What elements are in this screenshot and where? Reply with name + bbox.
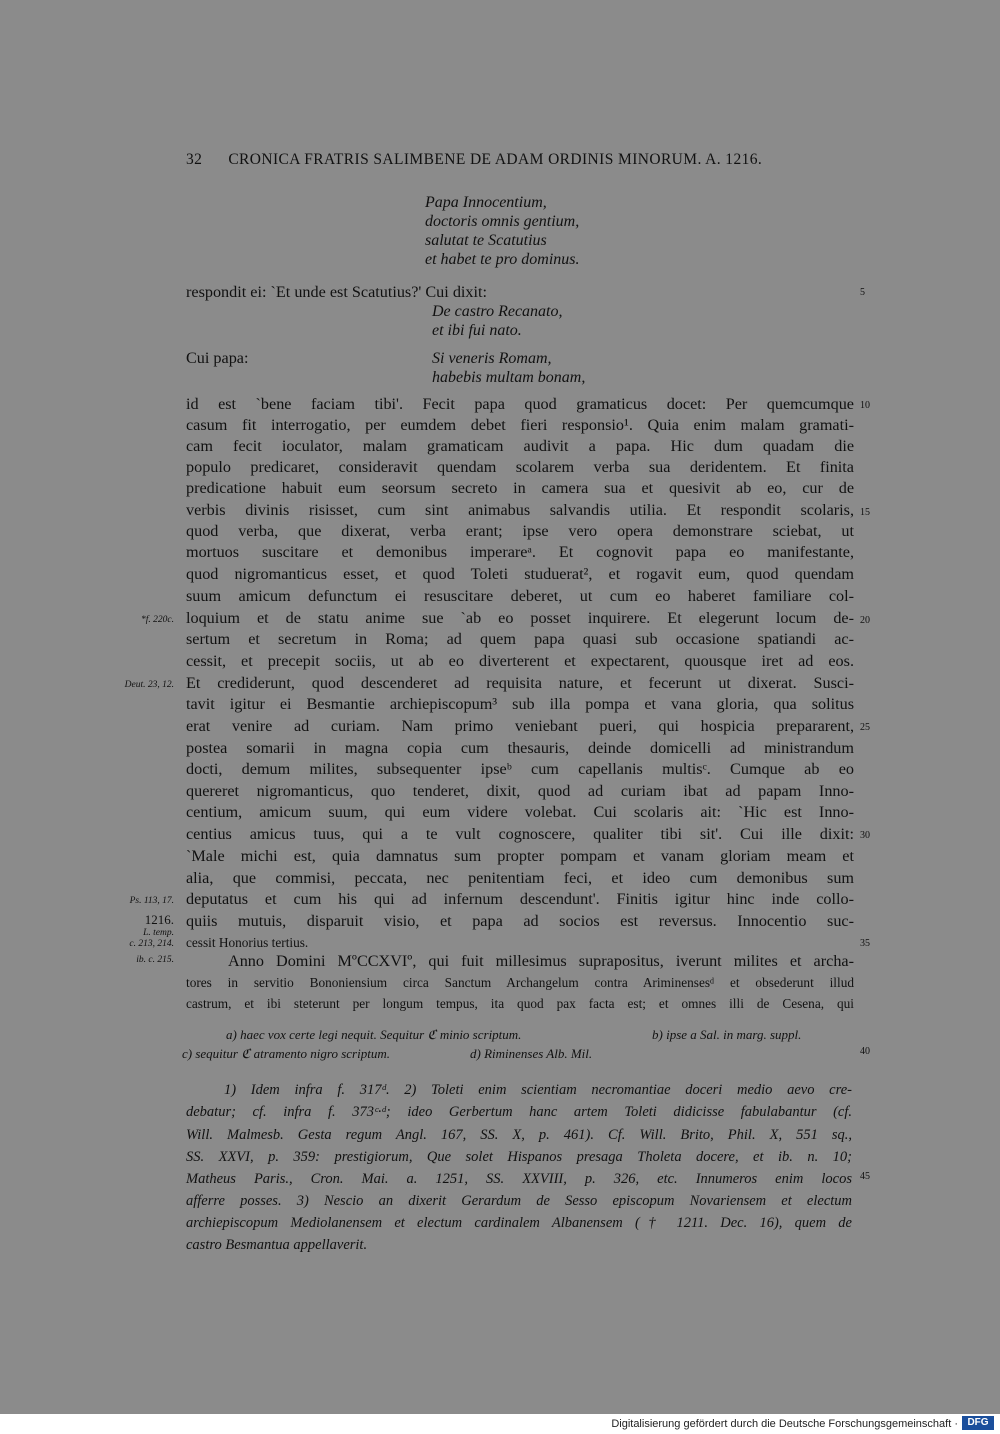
prose-line: loquium et de statu anime sue `ab eo posset inquirere. Et elegerunt locum de- <box>186 609 854 627</box>
line-number: 20 <box>860 615 870 626</box>
footnote-line: 1) Idem infra f. 317ᵈ. 2) Toleti enim scientiam necromantiae doceri medio aevo cre- <box>224 1082 852 1098</box>
page-number: 32 <box>186 151 203 168</box>
prose-line: docti, demum milites, subsequenter ipseᵇ cum capellanis multisᶜ. Cumque ab eo <box>186 760 854 778</box>
prose-line: verbis divinis risisset, cum sint animabus salvandis utilia. Et respondit scolaris, <box>186 501 854 519</box>
footnote-line: Matheus Paris., Cron. Mai. a. 1251, SS. XXVIII, p. 326, etc. Innumeros enim locos <box>186 1171 852 1187</box>
margin-note: ib. c. 215. <box>136 955 174 965</box>
prose-line: suum amicum defunctum ei resuscitare deberet, ut cum eo haberet familiare col- <box>186 587 854 605</box>
prose-line: tores in servitio Bononiensium circa Sanctum Archangelum contra Ariminensesᵈ et obsederunt illud <box>186 975 854 990</box>
verse-block-1 <box>425 193 580 269</box>
line-number: 5 <box>860 287 865 298</box>
prose-line: Anno Domini MºCCXVIº, qui fuit millesimus suprapositus, iverunt milites et archa- <box>228 952 854 970</box>
prose-line: quereret nigromanticus, quo tenderet, dixit, quod ad curiam ibat ad papam Inno- <box>186 782 854 800</box>
footnote-line: Will. Malmesb. Gesta regum Angl. 167, SS. X, p. 461). Cf. Will. Brito, Phil. X, 551 sq., <box>186 1127 852 1143</box>
prose-line: `Male michi est, quia damnatus sum propter pompam et vanam gloriam meam et <box>186 847 854 865</box>
prose-line: tavit igitur ei Besmantie archiepiscopum³ sub illa pompa et vana gloria, qua solitus <box>186 695 854 713</box>
prose-line: quiis mutuis, disparuit visio, et papa ad socios est reversus. Innocentio suc- <box>186 912 854 930</box>
footnote-line: afferre posses. 3) Nescio an dixerit Gerardum de Sesso episcopum Novariensem et electum <box>186 1193 852 1209</box>
footnote-line: castro Besmantua appellaverit. <box>186 1237 368 1253</box>
prose-line: respondit ei: `Et unde est Scatutius?' Cui dixit: <box>186 283 487 301</box>
margin-note: Ps. 113, 17. <box>129 896 174 906</box>
running-title: CRONICA FRATRIS SALIMBENE DE ADAM ORDINIS MINORUM. A. 1216. <box>228 151 763 168</box>
prose-line: cam fecit ioculator, malam gramaticam audivit a papa. Hic dum quadam die <box>186 437 854 455</box>
variant-note: a) haec vox certe legi nequit. Sequitur ℭ minio scriptum. <box>226 1027 522 1042</box>
prose-line: sertum et secretum in Roma; ad quem papa quasi sub occasione spatiandi ac- <box>186 630 854 648</box>
margin-note: Deut. 23, 12. <box>124 680 174 690</box>
variant-note: b) ipse a Sal. in marg. suppl. <box>652 1027 802 1042</box>
footnote-line: archiepiscopum Mediolanensem et electum cardinalem Albanensem († 1211. Dec. 16), quem de <box>186 1215 852 1231</box>
margin-year: 1216. <box>144 912 174 927</box>
prose-line: mortuos suscitare et demonibus imperareᵃ. Et cognovit papa eo manifestante, <box>186 543 854 561</box>
prose-line: erat venire ad curiam. Nam primo veniebant pueri, qui hospicia prepararent, <box>186 717 854 735</box>
prose-line: Et crediderunt, quod descenderet ad requisita nature, et fecerunt ut dixerat. Susci- <box>186 674 854 692</box>
verse-line: De castro Recanato, <box>432 303 563 320</box>
line-number: 35 <box>860 938 870 949</box>
verse-line: et habet te pro dominus. <box>425 251 580 268</box>
prose-line: cessit Honorius tertius. <box>186 935 309 950</box>
line-number: 10 <box>860 400 870 411</box>
line-number: 45 <box>860 1171 870 1182</box>
margin-note: c. 213, 214. <box>129 939 174 949</box>
line-number: 40 <box>860 1046 870 1057</box>
line-number: 15 <box>860 507 870 518</box>
prose-line: alia, que commisi, peccata, nec penitentiam feci, et ideo cum demonibus sum <box>186 869 854 887</box>
prose-line: centius amicus tuus, qui a te vult cognoscere, qualiter tibi sit'. Cui ille dixit: <box>186 825 854 843</box>
dfg-logo: DFG <box>962 1416 994 1430</box>
prose-line: casum fit interrogatio, per eumdem debet fieri responsio¹. Quia enim malam gramati- <box>186 416 854 434</box>
verse-block-2 <box>432 302 562 340</box>
prose-line: quod verba, que dixerat, verba erant; ipse vero opera demonstrare sciebat, ut <box>186 522 854 540</box>
line-number: 30 <box>860 830 870 841</box>
verse-block-3 <box>432 349 585 387</box>
prose-line: quod nigromanticus esset, et quod Toleti studuerat², et rogavit eum, quod quendam <box>186 565 854 583</box>
prose-line: postea somarii in magna copia cum thesauris, deinde domicelli ad ministrandum <box>186 739 854 757</box>
running-header <box>186 151 866 169</box>
prose-line: populo predicaret, consideravit quendam scolarem verba sua deridentem. Et finita <box>186 458 854 476</box>
verse-line: Papa Innocentium, <box>425 194 547 211</box>
prose-line: Cui papa: <box>186 349 249 367</box>
variant-note: c) sequitur ℭ atramento nigro scriptum. <box>182 1046 390 1061</box>
verse-line: habebis multam bonam, <box>432 369 586 386</box>
digitization-credit: Digitalisierung gefördert durch die Deutsche Forschungsgemeinschaft · <box>611 1418 958 1430</box>
verse-line: doctoris omnis gentium, <box>425 213 580 230</box>
prose-line: castrum, et ibi steterunt per longum tempus, ita quod pax facta est; et omnes illi de Cesena, qui <box>186 996 854 1011</box>
margin-note: L. temp. <box>143 928 174 938</box>
prose-line: deputatus et cum his qui ad infernum descendunt'. Finitis igitur hinc inde collo- <box>186 890 854 908</box>
footnote-line: SS. XXVI, p. 359: prestigiorum, Que solet Hispanos presaga Tholeta docere, et ib. n. 10; <box>186 1149 852 1165</box>
variant-note: d) Riminenses Alb. Mil. <box>470 1046 593 1061</box>
prose-line: centium, amicum suum, qui eum videre volebat. Cui scolaris ait: `Hic est Inno- <box>186 803 854 821</box>
verse-line: salutat te Scatutius <box>425 232 547 249</box>
prose-line: id est `bene faciam tibi'. Fecit papa quod gramaticus docet: Per quemcumque <box>186 395 854 413</box>
verse-line: Si veneris Romam, <box>432 350 552 367</box>
line-number: 25 <box>860 722 870 733</box>
verse-line: et ibi fui nato. <box>432 322 522 339</box>
footnote-line: debatur; cf. infra f. 373ᶜ·ᵈ; ideo Gerbertum hanc artem Toleti didicisse fabulabantur (cf. <box>186 1104 852 1120</box>
prose-line: predicatione habuit eum seorsum secreto in camera sua et quesivit ab eo, cur de <box>186 479 854 497</box>
margin-note: *f. 220c. <box>141 615 174 625</box>
prose-line: cessit, et precepit sociis, ut ab eo diverterent et expectarent, quousque iret ad eos. <box>186 652 854 670</box>
